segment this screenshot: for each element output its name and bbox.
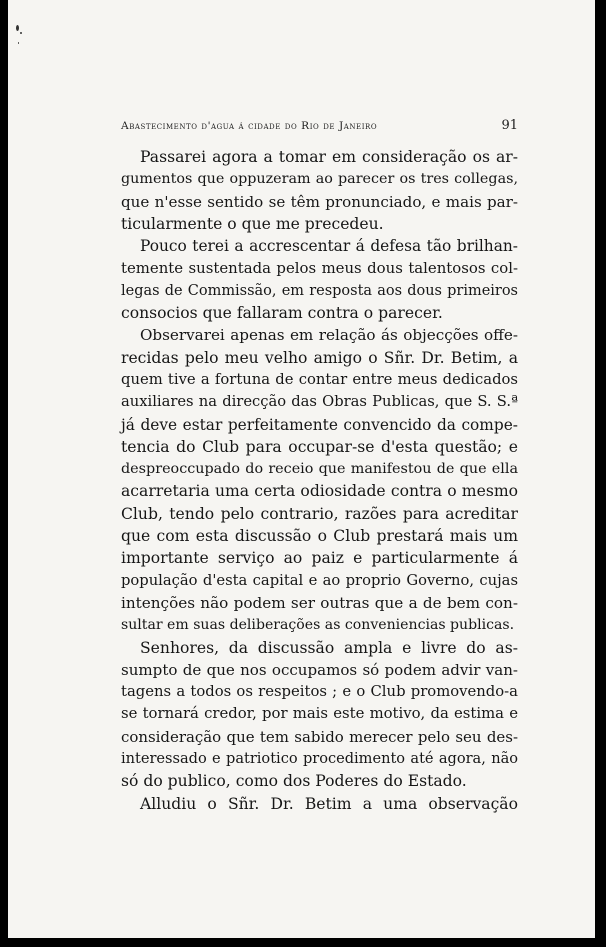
text-line: consocios que fallaram contra o parecer. xyxy=(121,304,443,323)
text-line: recidas pelo meu velho amigo o Sñr. Dr. Betim, a xyxy=(121,348,518,367)
page-number: 91 xyxy=(501,118,518,133)
text-line: Senhores, da discussão ampla e livre do as- xyxy=(140,638,518,657)
book-page xyxy=(8,0,595,938)
text-line: ticularmente o que me precedeu. xyxy=(121,214,384,233)
paragraph xyxy=(121,235,518,324)
text-line: Alludiu o Sñr. Dr. Betim a uma observação xyxy=(140,794,518,813)
text-line: Observarei apenas em relação ás objecções offe- xyxy=(140,326,518,345)
text-line: despreoccupado do receio que manifestou de que ella xyxy=(121,461,518,478)
text-line: já deve estar perfeitamente convencido da compe- xyxy=(121,415,518,434)
text-line: consideração que tem sabido merecer pelo seu des- xyxy=(121,727,518,746)
text-line: Passarei agora a tomar em consideração os ar- xyxy=(140,148,518,166)
text-line: tencia do Club para occupar-se d'esta questão; e xyxy=(121,437,518,456)
text-line: temente sustentada pelos meus dous talentosos col- xyxy=(121,259,518,278)
paragraph xyxy=(121,793,518,815)
text-line: intenções não podem ser outras que a de bem con- xyxy=(121,593,518,612)
text-line: interessado e patriotico procedimento até agora, não xyxy=(121,750,518,768)
running-title: Abastecimento d'agua á cidade do Rio de Janeiro xyxy=(121,120,378,132)
text-line: Club, tendo pelo contrario, razões para acreditar xyxy=(121,504,518,523)
text-line: que n'esse sentido se têm pronunciado, e mais par- xyxy=(121,192,518,211)
text-line: Pouco terei a accrescentar á defesa tão brilhan- xyxy=(140,237,518,256)
text-line: sumpto de que nos occupamos só podem advir van- xyxy=(121,660,518,679)
text-line: acarretaria uma certa odiosidade contra o mesmo xyxy=(121,482,518,501)
paragraph xyxy=(121,146,518,235)
text-line: sultar em suas deliberações as conveniencias publicas. xyxy=(121,617,515,634)
text-line: legas de Commissão, em resposta aos dous primeiros xyxy=(121,282,518,299)
paragraph xyxy=(121,637,518,793)
text-line: só do publico, como dos Poderes do Estado. xyxy=(121,772,467,791)
text-line: gumentos que oppuzeram ao parecer os tres collegas, xyxy=(121,171,518,188)
text-line: quem tive a fortuna de contar entre meus dedicados xyxy=(121,370,518,388)
print-speck xyxy=(20,32,22,34)
text-line: importante serviço ao paiz e particularmente á xyxy=(121,549,518,568)
text-line: auxiliares na direcção das Obras Publicas, que S. S.ª xyxy=(121,393,518,411)
print-speck xyxy=(18,42,19,44)
print-speck xyxy=(16,25,19,31)
text-line: tagens a todos os respeitos ; e o Club promovendo-a xyxy=(121,683,518,701)
paragraph xyxy=(121,324,518,636)
text-line: se tornará credor, por mais este motivo, da estima e xyxy=(121,705,518,723)
text-line: população d'esta capital e ao proprio Governo, cujas xyxy=(121,571,518,589)
text-line: que com esta discussão o Club prestará mais um xyxy=(121,527,518,546)
running-header xyxy=(121,118,518,133)
body-text xyxy=(121,146,518,815)
